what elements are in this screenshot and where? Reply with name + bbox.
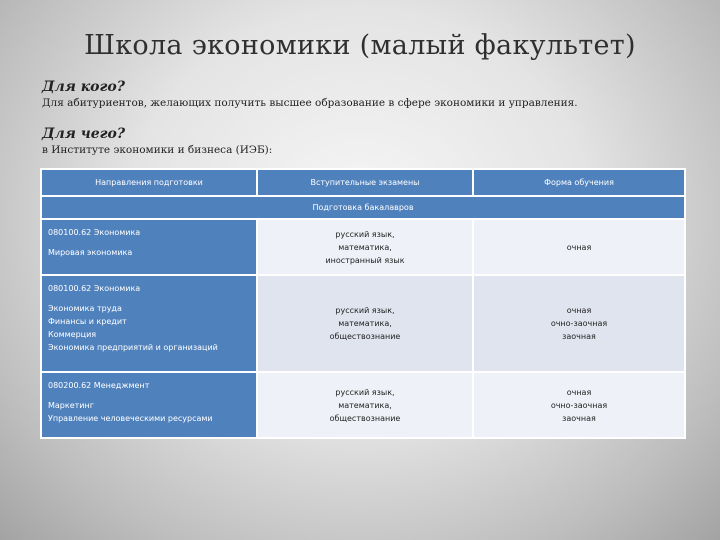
exam-line: обществознание [329,332,401,341]
exams-cell [257,219,473,275]
study-form-line: заочная [562,413,596,423]
direction-code: 080100.62 Экономика [48,228,141,237]
direction-code: 080100.62 Экономика [48,284,141,293]
exam-line: русский язык, [335,229,395,239]
study-form-line: заочная [562,332,596,341]
exams-cell [257,275,473,372]
study-form-line: очно-заочная [550,400,608,410]
table-row [41,275,685,372]
exams-cell [257,372,473,438]
study-form-cell [473,219,685,275]
for-whom-heading: Для кого? [42,79,125,95]
slide-title: Школа экономики (малый факультет) [84,30,636,61]
for-what-text: в Институте экономики и бизнеса (ИЭБ): [42,144,273,156]
direction-cell [41,275,257,372]
for-whom-text: Для абитуриентов, желающих получить высшее образование в сфере экономики и управления. [42,97,578,109]
direction-cell [41,372,257,438]
study-form-cell [473,372,685,438]
table-subheader-row [41,196,685,219]
direction-code: 080200.62 Менеджмент [48,381,150,390]
table-row [41,372,685,438]
subheader-bachelor: Подготовка бакалавров [41,196,685,219]
program-name: Экономика труда [48,304,122,313]
exam-line: математика, [338,319,392,328]
table-header-row [41,169,685,196]
header-exams: Вступительные экзамены [257,169,473,196]
study-form-line: очно-заочная [550,319,608,328]
exam-line: иностранный язык [325,255,405,265]
program-name: Управление человеческими ресурсами [48,414,213,423]
program-name: Финансы и кредит [48,317,127,326]
exam-line: математика, [338,242,392,252]
program-name: Экономика предприятий и организаций [48,343,218,352]
exam-line: математика, [338,400,392,410]
for-what-heading: Для чего? [42,126,126,142]
program-name: Мировая экономика [48,248,133,257]
exam-line: русский язык, [335,387,395,397]
header-study-form: Форма обучения [473,169,685,196]
study-form-line: очная [566,306,592,315]
direction-cell [41,219,257,275]
exam-line: русский язык, [335,306,395,315]
program-name: Маркетинг [48,401,94,410]
header-directions: Направления подготовки [41,169,257,196]
study-form-cell [473,275,685,372]
programs-table [40,168,686,439]
table-row [41,219,685,275]
study-form-line: очная [566,242,592,252]
study-form-line: очная [566,387,592,397]
exam-line: обществознание [329,413,401,423]
program-name: Коммерция [48,330,97,339]
